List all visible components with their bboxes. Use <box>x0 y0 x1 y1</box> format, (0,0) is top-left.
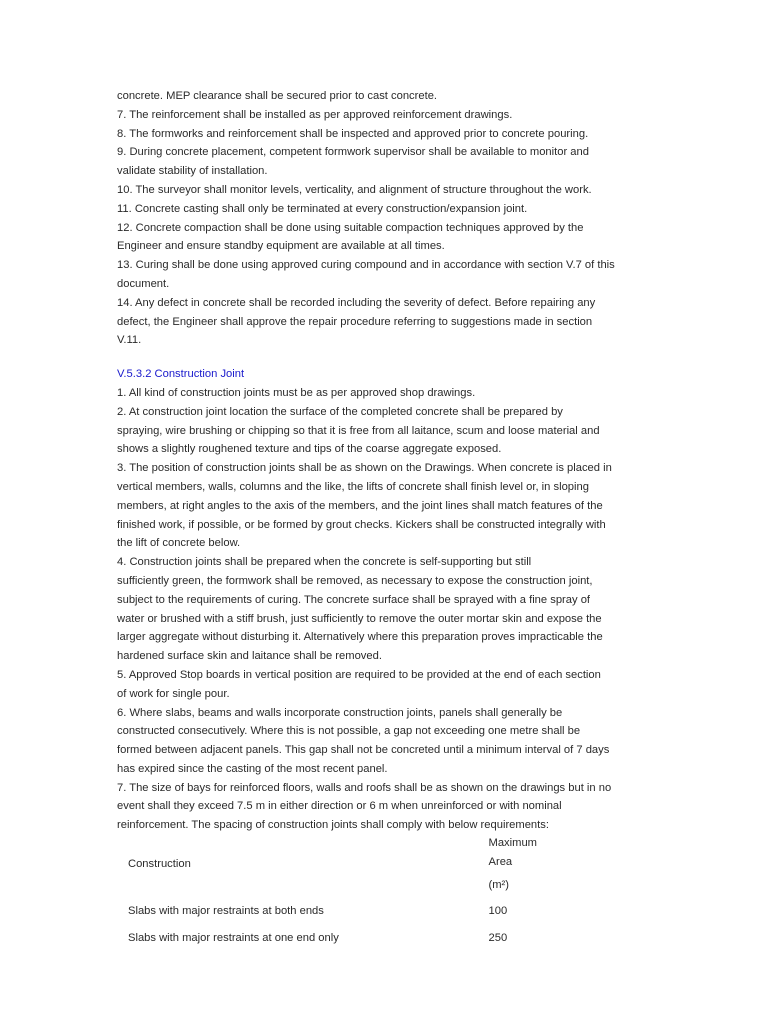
text-line: 3. The position of construction joints shall be as shown on the Drawings. When concrete is placed in <box>117 462 612 475</box>
text-line: formed between adjacent panels. This gap shall not be concreted until a minimum interval of 7 days <box>117 744 610 757</box>
text-line: reinforcement. The spacing of construction joints shall comply with below requirements: <box>117 819 549 832</box>
paragraph-block-b <box>117 384 647 835</box>
text-line: subject to the requirements of curing. The concrete surface shall be sprayed with a fine spray of <box>117 593 591 606</box>
text-line: document. <box>117 277 170 290</box>
text-line: hardened surface skin and laitance shall be removed. <box>117 650 382 663</box>
text-line: water or brushed with a stiff brush, just sufficiently to remove the outer mortar skin and expose the <box>117 612 602 625</box>
cell-area: 100 <box>488 905 508 918</box>
paragraph-block-a <box>117 87 647 350</box>
text-line: sufficiently green, the formwork shall be removed, as necessary to expose the construction joint, <box>117 574 593 587</box>
text-line: validate stability of installation. <box>117 165 268 178</box>
section-heading: V.5.3.2 Construction Joint <box>117 368 245 381</box>
text-line: 2. At construction joint location the surface of the completed concrete shall be prepared by <box>117 405 563 418</box>
header-construction: Construction <box>128 857 191 870</box>
text-line: 6. Where slabs, beams and walls incorporate construction joints, panels shall generally be <box>117 706 563 719</box>
text-line: members, at right angles to the axis of the members, and the joint lines shall match features of the <box>117 499 603 512</box>
text-line: 8. The formworks and reinforcement shall be inspected and approved prior to concrete pouring. <box>117 127 589 140</box>
text-line: 13. Curing shall be done using approved curing compound and in accordance with section V.7 of this <box>117 259 615 272</box>
text-line: of work for single pour. <box>117 687 230 700</box>
header-area-unit: (m²) <box>488 878 510 891</box>
text-line: shows a slightly roughened texture and tips of the coarse aggregate exposed. <box>117 443 502 456</box>
text-line: 9. During concrete placement, competent formwork supervisor shall be available to monitor and <box>117 146 589 159</box>
text-line: Engineer and ensure standby equipment are available at all times. <box>117 240 445 253</box>
cell-area: 250 <box>488 932 508 945</box>
text-line: constructed consecutively. Where this is not possible, a gap not exceeding one metre shall be <box>117 725 581 738</box>
construction-joint-table <box>117 834 537 948</box>
table-row <box>117 894 537 921</box>
text-line: has expired since the casting of the most recent panel. <box>117 762 388 775</box>
table-header-row <box>117 834 537 894</box>
header-maximum-area-label: Maximum Area <box>488 837 537 868</box>
text-line: vertical members, walls, columns and the like, the lifts of concrete shall finish level or, in sloping <box>117 480 589 493</box>
text-line: larger aggregate without disturbing it. Alternatively where this preparation proves impracticable the <box>117 631 603 644</box>
text-line: spraying, wire brushing or chipping so that it is free from all laitance, scum and loose material and <box>117 424 600 437</box>
table-row <box>117 921 537 948</box>
cell-construction: Slabs with major restraints at both ends <box>128 905 324 918</box>
text-line: 10. The surveyor shall monitor levels, verticality, and alignment of structure throughout the work. <box>117 183 592 196</box>
text-line: the lift of concrete below. <box>117 537 241 550</box>
text-line: V.11. <box>117 334 142 347</box>
text-line: 12. Concrete compaction shall be done using suitable compaction techniques approved by the <box>117 221 584 234</box>
text-line: 11. Concrete casting shall only be terminated at every construction/expansion joint. <box>117 202 528 215</box>
text-line: 14. Any defect in concrete shall be recorded including the severity of defect. Before repairing any <box>117 296 596 309</box>
text-line: 7. The reinforcement shall be installed as per approved reinforcement drawings. <box>117 108 513 121</box>
cell-construction: Slabs with major restraints at one end only <box>128 932 339 945</box>
document-body <box>117 87 647 835</box>
text-line: 5. Approved Stop boards in vertical position are required to be provided at the end of each section <box>117 668 601 681</box>
text-line: finished work, if possible, or be formed by grout checks. Kickers shall be constructed integrally with <box>117 518 606 531</box>
text-line: concrete. MEP clearance shall be secured prior to cast concrete. <box>117 90 438 102</box>
text-line: 7. The size of bays for reinforced floors, walls and roofs shall be as shown on the drawings but in no <box>117 781 612 794</box>
text-line: 4. Construction joints shall be prepared when the concrete is self-supporting but still <box>117 556 532 569</box>
text-line: defect, the Engineer shall approve the repair procedure referring to suggestions made in section <box>117 315 593 328</box>
text-line: event shall they exceed 7.5 m in either direction or 6 m when unreinforced or with nominal <box>117 800 562 813</box>
header-maximum-area <box>478 834 537 894</box>
text-line: 1. All kind of construction joints must be as per approved shop drawings. <box>117 386 476 399</box>
